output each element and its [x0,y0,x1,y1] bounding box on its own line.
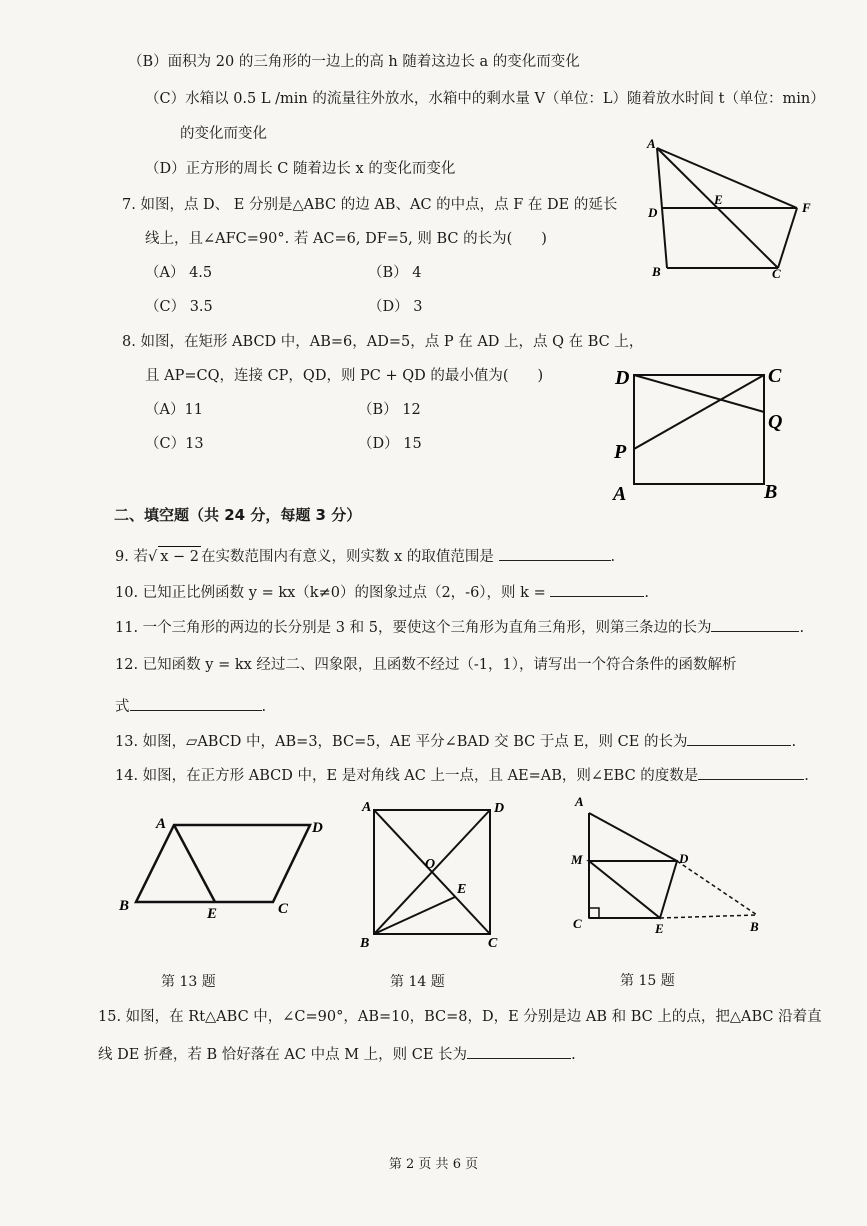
q6-option-c-line2: 的变化而变化 [180,126,267,142]
q7-label-f: F [802,200,811,215]
q7-label-a: A [647,136,656,151]
fig15-label-a: A [575,794,584,809]
fig13-parallelogram [136,825,310,902]
q7-label-d: D [648,205,658,220]
q11-end: . [799,620,805,636]
q15-end: . [571,1047,576,1063]
q7-option-b: （B） 4 [368,265,422,281]
page-number: 第 2 页 共 6 页 [388,1157,479,1172]
q8-stem-line1: 8. 如图，在矩形 ABCD 中，AB=6，AD=5，点 P 在 AD 上，点 Q 在 BC 上， [122,334,644,350]
q6-option-c-line1: （C）水箱以 0.5 L /min 的流量往外放水，水箱中的剩水量 V（单位：L）随着放水时间 t（单位：min） [145,91,825,107]
q8-option-a: （A）11 [145,402,203,418]
q15-stem-line2 [98,1044,576,1065]
q11-text: 11. 一个三角形的两边的长分别是 3 和 5，要使这个三角形为直角三角形，则第三条边的长为 [115,620,712,636]
fig15-label-e: E [655,921,664,936]
q8-label-p: P [614,441,627,463]
fig15-triangle [589,813,677,918]
fig14-label-a: A [362,800,372,815]
q15-stem-line1: 15. 如图，在 Rt△ABC 中，∠C=90°，AB=10，BC=8，D，E 分别是边 AB 和 BC 上的点，把△ABC 沿着直 [98,1009,822,1025]
q7-stem-line1: 7. 如图，点 D、 E 分别是△ABC 的边 AB、AC 的中点，点 F 在 DE 的延长 [122,197,618,213]
q15-answer-blank[interactable] [467,1044,571,1059]
fig14-caption: 第 14 题 [390,974,445,990]
fig13-label-a: A [156,816,167,832]
fig13-caption: 第 13 题 [161,974,216,990]
fig15-label-d: D [679,851,689,866]
q7-option-c: （C） 3.5 [145,299,213,315]
sqrt-symbol: √ [147,549,158,565]
q8-option-b: （B） 12 [358,402,421,418]
q8-option-c: （C）13 [145,436,204,452]
q14-text: 14. 如图，在正方形 ABCD 中，E 是对角线 AC 上一点，且 AE=AB，则∠EBC 的度数是 [115,768,699,784]
q7-label-e: E [714,192,723,207]
fig13-label-e: E [207,906,218,922]
q9-radicand: x − 2 [158,546,201,567]
q9-end: . [610,549,616,565]
fig13-label-b: B [119,898,130,914]
q12-stem-line1: 12. 已知函数 y = kx 经过二、四象限，且函数不经过（-1，1），请写出一个符合条件的函数解析 [115,657,737,673]
q8-label-c: C [768,365,782,387]
q8-label-a: A [613,483,627,505]
q7-option-a: （A） 4.5 [145,265,213,281]
q10-text: 10. 已知正比例函数 y = kx（k≠0）的图象过点（2，-6），则 k = [115,585,546,601]
fig15-caption: 第 15 题 [620,973,675,989]
q12-prefix: 式 [115,699,130,715]
q8-stem-line2: 且 AP=CQ，连接 CP，QD，则 PC + QD 的最小值为( ) [145,368,544,384]
q10-end: . [644,585,649,601]
fig13-label-d: D [312,820,323,836]
fig14-label-e: E [457,882,467,897]
fig14-label-b: B [360,936,370,951]
q9-prefix: 9. 若 [115,549,148,565]
fig14-label-o: O [425,857,436,872]
fig15-label-m: M [571,852,583,867]
fig14-square [374,810,490,934]
q6-option-b: （B）面积为 20 的三角形的一边上的高 h 随着这边长 a 的变化而变化 [128,54,580,70]
fig15-label-c: C [573,916,582,931]
fig14-label-c: C [488,936,498,951]
q6-option-d: （D）正方形的周长 C 随着边长 x 的变化而变化 [145,161,456,177]
q12-end: . [261,699,267,715]
section-title-fill-in: 二、填空题（共 24 分，每题 3 分） [114,506,362,524]
q9-text: 在实数范围内有意义，则实数 x 的取值范围是 [200,549,494,565]
q7-label-b: B [652,264,661,279]
fig15-label-b: B [750,919,759,934]
q14-end: . [804,768,809,784]
q7-option-d: （D） 3 [368,299,423,315]
q8-option-d: （D） 15 [358,436,422,452]
q7-label-c: C [772,266,781,281]
q7-stem-line2: 线上，且∠AFC=90°. 若 AC=6, DF=5, 则 BC 的长为( ) [145,231,547,247]
q15-text: 线 DE 折叠，若 B 恰好落在 AC 中点 M 上，则 CE 长为 [98,1047,468,1063]
fig13-label-c: C [278,901,289,917]
q13-end: . [791,734,797,750]
q8-label-b: B [764,481,778,503]
q8-label-d: D [615,367,630,389]
q13-text: 13. 如图，▱ABCD 中，AB=3，BC=5，AE 平分∠BAD 交 BC 于点 E，则 CE 的长为 [115,734,688,750]
fig14-label-d: D [494,801,505,816]
q8-label-q: Q [768,411,783,433]
